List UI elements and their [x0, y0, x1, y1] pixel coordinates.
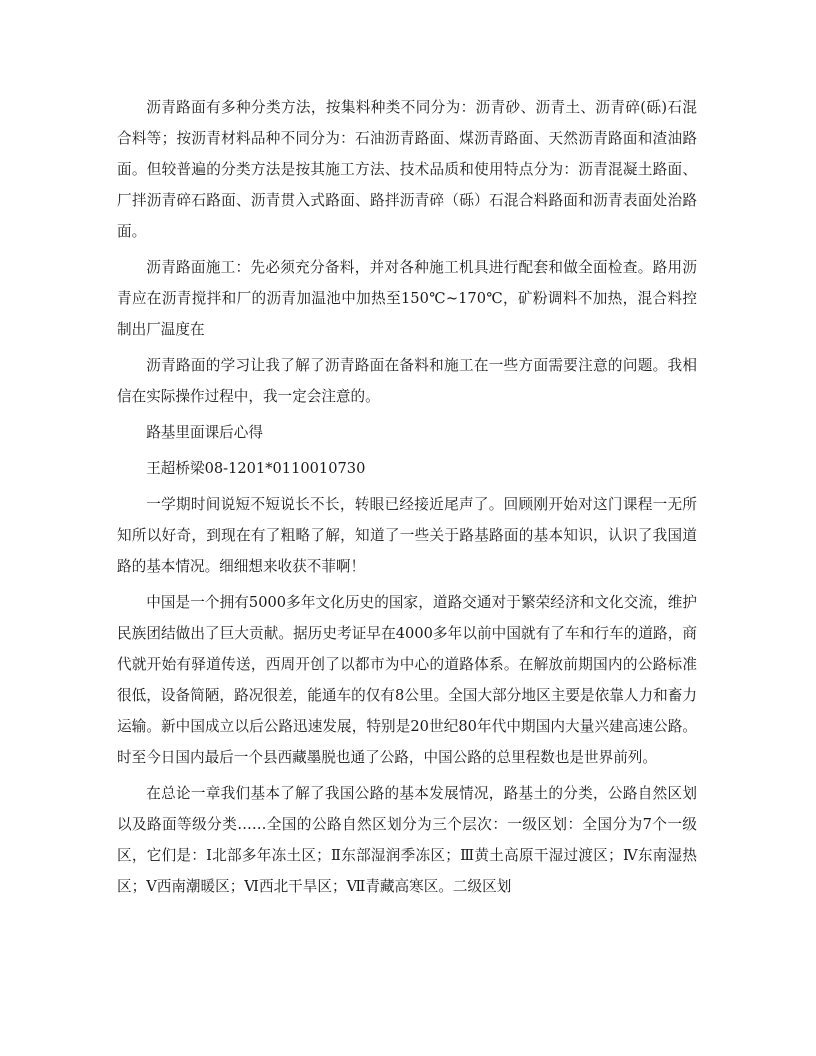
author-line: 王超桥梁08-1201*0110010730 — [146, 460, 366, 477]
paragraph-asphalt-reflection: 沥青路面的学习让我了解了沥青路面在备料和施工在一些方面需要注意的问题。我相信在实际操作过程中，我一定会注意的。 — [117, 357, 697, 405]
paragraph-natural-zoning: 在总论一章我们基本了解了我国公路的基本发展情况，路基土的分类，公路自然区划以及路面等级分类……全国的公路自然区划分为三个层次：一级区划：全国分为7个一级区，它们是：Ⅰ北部多年冻土区；Ⅱ东部湿润季冻区；Ⅲ黄土高原干湿过渡区；Ⅳ东南湿热区；Ⅴ西南潮暖区；Ⅵ西北干旱区；Ⅶ青藏高寒区。二级区划 — [117, 785, 697, 895]
section-title: 路基里面课后心得 — [146, 424, 263, 441]
document-body — [117, 92, 697, 907]
paragraph-asphalt-construction: 沥青路面施工：先必须充分备料，并对各种施工机具进行配套和做全面检查。路用沥青应在沥青搅拌和厂的沥青加温池中加热至150℃~170℃，矿粉调料不加热，混合料控制出厂温度在 — [117, 259, 697, 338]
paragraph-semester-intro: 一学期时间说短不短说长不长，转眼已经接近尾声了。回顾刚开始对这门课程一无所知所以好奇，到现在有了粗略了解，知道了一些关于路基路面的基本知识，认识了我国道路的基本情况。细细想来收获不菲啊！ — [117, 496, 697, 575]
paragraph-road-history: 中国是一个拥有5000多年文化历史的国家，道路交通对于繁荣经济和文化交流，维护民族团结做出了巨大贡献。据历史考证早在4000多年以前中国就有了车和行车的道路，商代就开始有驿道传送，西周开创了以都市为中心的道路体系。在解放前期国内的公路标准很低，设备简陋，路况很差，能通车的仅有8公里。全国大部分地区主要是依靠人力和畜力运输。新中国成立以后公路迅速发展，特别是20世纪80年代中期国内大量兴建高速公路。时至今日国内最后一个县西藏墨脱也通了公路，中国公路的总里程数也是世界前列。 — [117, 594, 697, 766]
paragraph-asphalt-classification: 沥青路面有多种分类方法，按集料种类不同分为：沥青砂、沥青土、沥青碎(砾)石混合料等；按沥青材料品种不同分为：石油沥青路面、煤沥青路面、天然沥青路面和渣油路面。但较普遍的分类方法是按其施工方法、技术品质和使用特点分为：沥青混凝土路面、厂拌沥青碎石路面、沥青贯入式路面、路拌沥青碎（砾）石混合料路面和沥青表面处治路面。 — [117, 99, 697, 240]
